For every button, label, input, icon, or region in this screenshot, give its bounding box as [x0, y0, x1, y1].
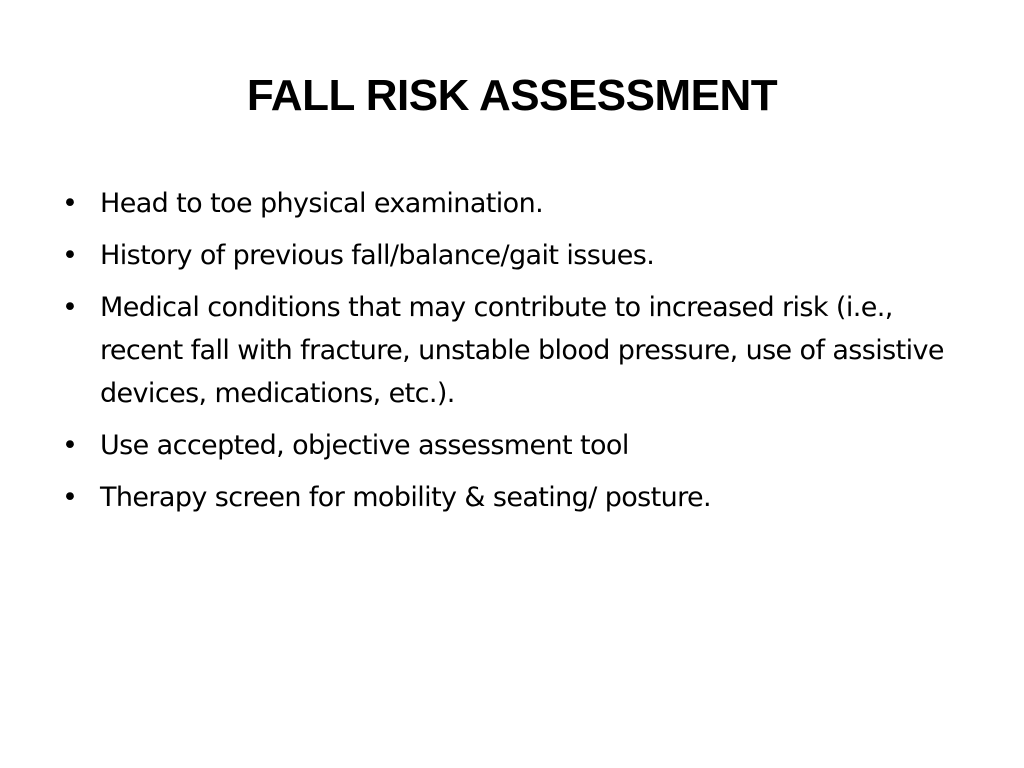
- bullet-icon: •: [62, 482, 78, 513]
- bullet-list: [62, 182, 962, 528]
- bullet-icon: •: [62, 430, 78, 461]
- bullet-text: Medical conditions that may contribute to increased risk (i.e., recent fall with fracture, unstable blood pressure, use of assistive devices, medications, etc.).: [100, 292, 944, 409]
- bullet-item: [62, 424, 962, 467]
- bullet-item: [62, 476, 962, 519]
- slide-title: FALL RISK ASSESSMENT: [246, 71, 778, 120]
- bullet-text: Use accepted, objective assessment tool: [100, 430, 629, 461]
- bullet-item: [62, 234, 962, 277]
- bullet-icon: •: [62, 240, 78, 271]
- bullet-text: History of previous fall/balance/gait issues.: [100, 240, 655, 271]
- bullet-icon: •: [62, 292, 78, 323]
- bullet-text: Therapy screen for mobility & seating/ posture.: [100, 482, 712, 513]
- bullet-item: [62, 286, 962, 415]
- bullet-icon: •: [62, 188, 78, 219]
- bullet-item: [62, 182, 962, 225]
- bullet-text: Head to toe physical examination.: [100, 188, 544, 219]
